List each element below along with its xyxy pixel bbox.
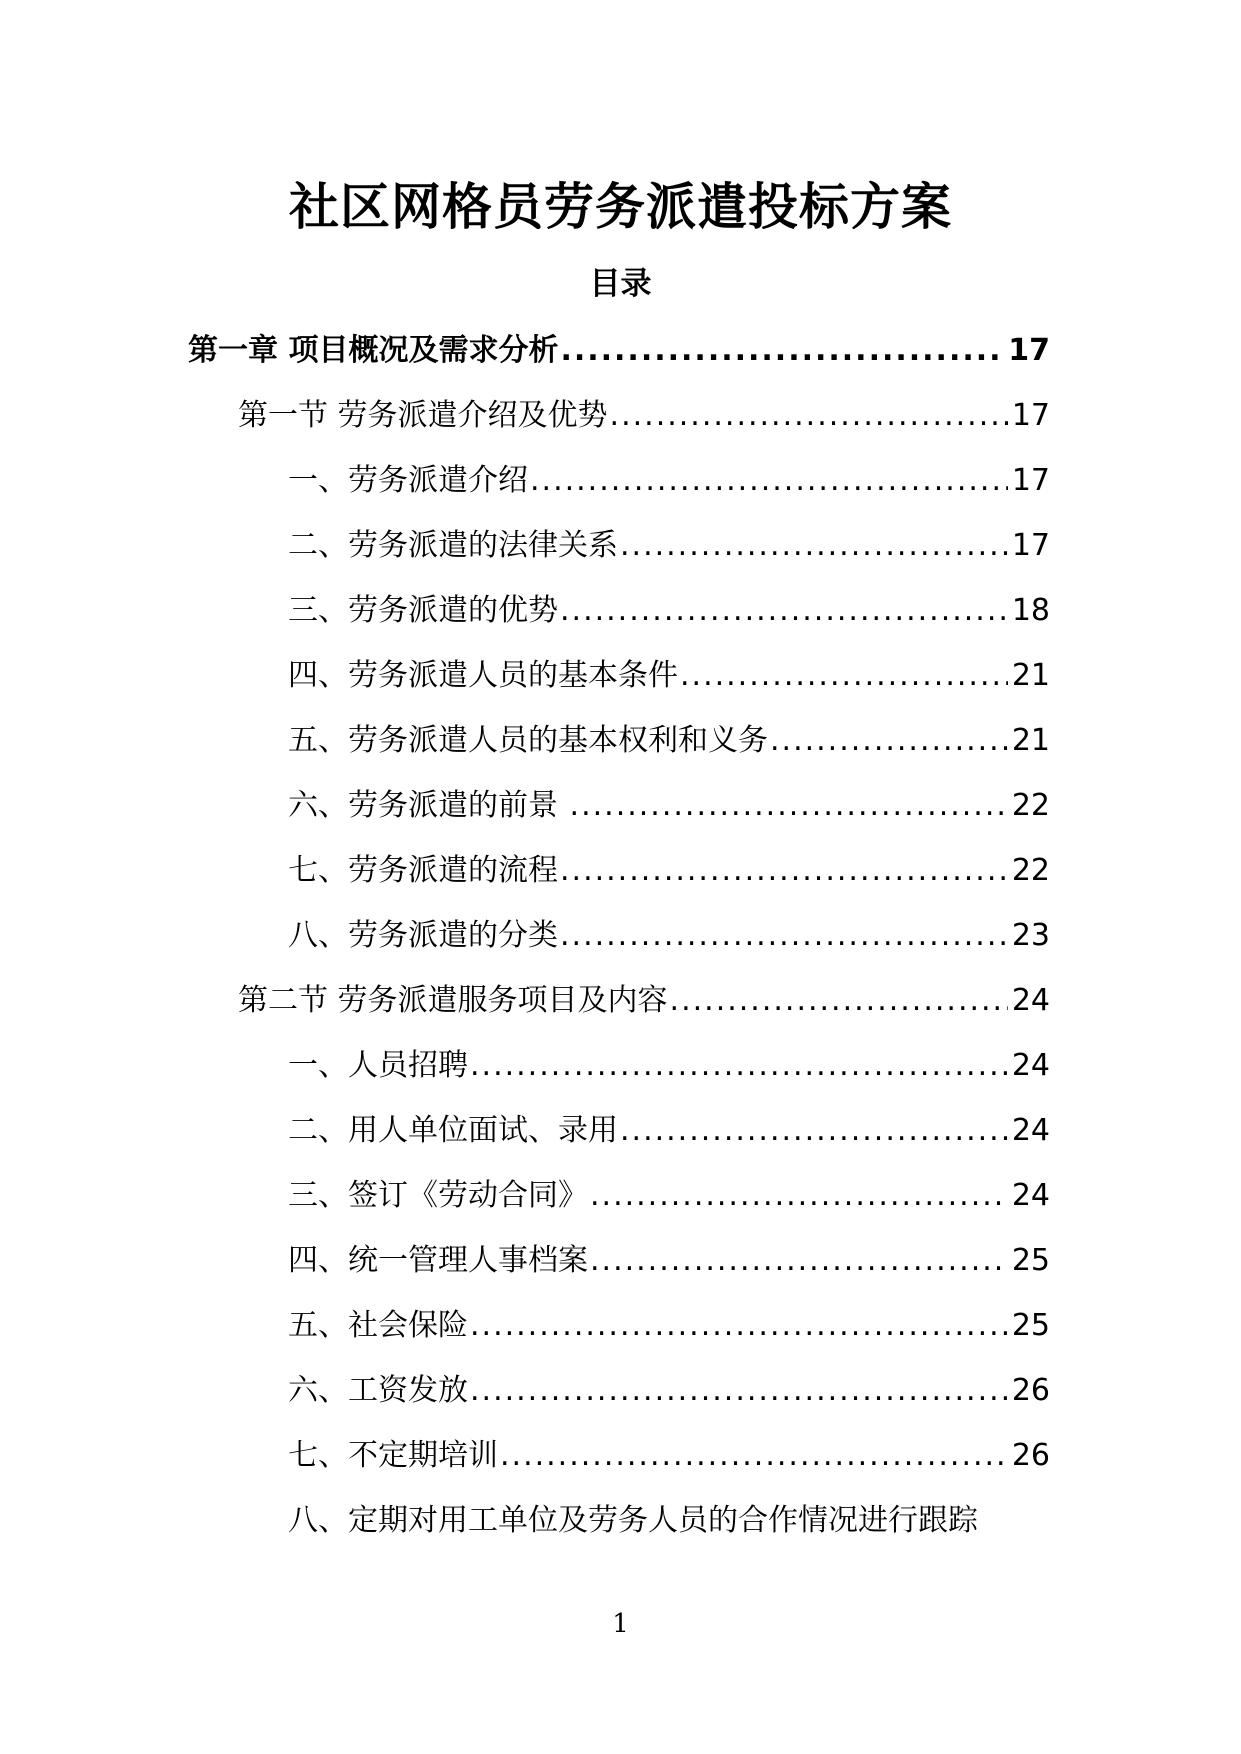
toc-entry[interactable]: [0, 654, 1241, 719]
toc-entry-page: 26: [1011, 1373, 1050, 1408]
toc-entry-page: 24: [1011, 1048, 1050, 1083]
toc-entry-title: 第一节 劳务派遣介绍及优势: [238, 398, 608, 433]
toc-entry-title: 六、工资发放: [288, 1373, 468, 1408]
toc-entry-title: 一、劳务派遣介绍: [288, 463, 528, 498]
toc-entry-page: 17: [1011, 463, 1050, 498]
toc-entry-page: 17: [1008, 333, 1050, 368]
toc-heading: 目录: [589, 266, 652, 302]
toc-entry-title: 第二节 劳务派遣服务项目及内容: [238, 983, 668, 1018]
toc-leader-dots: [500, 1434, 1008, 1478]
toc-entry-title: 八、定期对用工单位及劳务人员的合作情况进行跟踪: [288, 1503, 978, 1538]
toc-entry-title: 一、人员招聘: [288, 1048, 468, 1083]
toc-entry-title: 七、劳务派遣的流程: [288, 853, 558, 888]
toc-entry-page: 22: [1011, 853, 1050, 888]
toc-leader-dots: [680, 654, 1008, 698]
toc-entry-title: 四、统一管理人事档案: [288, 1243, 588, 1278]
toc-entry-page: 25: [1011, 1308, 1050, 1343]
toc-entry-page: 22: [1011, 788, 1050, 823]
toc-entry-title: 第一章 项目概况及需求分析: [188, 333, 559, 368]
toc-leader-dots: [610, 394, 1008, 438]
toc-entry[interactable]: [0, 329, 1241, 394]
toc-entry[interactable]: [0, 459, 1241, 524]
toc-entry[interactable]: [0, 784, 1241, 849]
toc-leader-dots: [470, 1044, 1008, 1088]
toc-entry[interactable]: [0, 979, 1241, 1044]
toc-entry-page: 25: [1011, 1243, 1050, 1278]
toc-leader-dots: [620, 1109, 1008, 1153]
toc-entry-page: 26: [1011, 1438, 1050, 1473]
toc-entry-page: 17: [1011, 398, 1050, 433]
toc-leader-dots: [560, 589, 1008, 633]
toc-leader-dots: [670, 979, 1008, 1023]
toc-entry[interactable]: [0, 589, 1241, 654]
toc-leader-dots: [620, 524, 1008, 568]
toc-leader-dots: [570, 784, 1008, 828]
toc-leader-dots: [560, 914, 1008, 958]
toc-entry-title: 七、不定期培训: [288, 1438, 498, 1473]
toc-entry[interactable]: [0, 1369, 1241, 1434]
page-number: 1: [612, 1609, 629, 1639]
toc-leader-dots: [590, 1174, 1008, 1218]
toc-entry[interactable]: [0, 1044, 1241, 1109]
toc-entry[interactable]: [0, 914, 1241, 979]
toc-leader-dots: [470, 1304, 1008, 1348]
toc-entry[interactable]: [0, 524, 1241, 589]
toc-entry-title: 二、用人单位面试、录用: [288, 1113, 618, 1148]
toc-entry-page: 24: [1011, 1178, 1050, 1213]
toc-leader-dots: [530, 459, 1008, 503]
toc-entry[interactable]: [0, 1304, 1241, 1369]
toc-entry-page: 21: [1011, 658, 1050, 693]
toc-entry-title: 四、劳务派遣人员的基本条件: [288, 658, 678, 693]
toc-entry[interactable]: [0, 1499, 1241, 1564]
toc-entry-title: 五、劳务派遣人员的基本权利和义务: [288, 723, 768, 758]
toc-leader-dots: [470, 1369, 1008, 1413]
toc-entry[interactable]: [0, 1434, 1241, 1499]
toc-entry-title: 八、劳务派遣的分类: [288, 918, 558, 953]
toc-leader-dots: [560, 329, 1004, 373]
toc-leader-dots: [770, 719, 1008, 763]
toc-leader-dots: [560, 849, 1008, 893]
toc-entry[interactable]: [0, 719, 1241, 784]
toc-entry-page: 21: [1011, 723, 1050, 758]
table-of-contents: [0, 329, 1241, 1564]
toc-entry[interactable]: [0, 1174, 1241, 1239]
toc-entry-title: 五、社会保险: [288, 1308, 468, 1343]
toc-entry-page: 24: [1011, 1113, 1050, 1148]
toc-entry-page: 18: [1011, 593, 1050, 628]
toc-entry[interactable]: [0, 849, 1241, 914]
toc-entry-title: 六、劳务派遣的前景: [288, 788, 568, 823]
toc-entry-page: 24: [1011, 983, 1050, 1018]
toc-entry-title: 三、劳务派遣的优势: [288, 593, 558, 628]
toc-entry-page: 23: [1011, 918, 1050, 953]
toc-entry[interactable]: [0, 1109, 1241, 1174]
toc-entry[interactable]: [0, 1239, 1241, 1304]
toc-leader-dots: [590, 1239, 1008, 1283]
toc-entry-title: 二、劳务派遣的法律关系: [288, 528, 618, 563]
toc-entry[interactable]: [0, 394, 1241, 459]
document-title: 社区网格员劳务派遣投标方案: [289, 178, 952, 236]
toc-entry-title: 三、签订《劳动合同》: [288, 1178, 588, 1213]
toc-entry-page: 17: [1011, 528, 1050, 563]
